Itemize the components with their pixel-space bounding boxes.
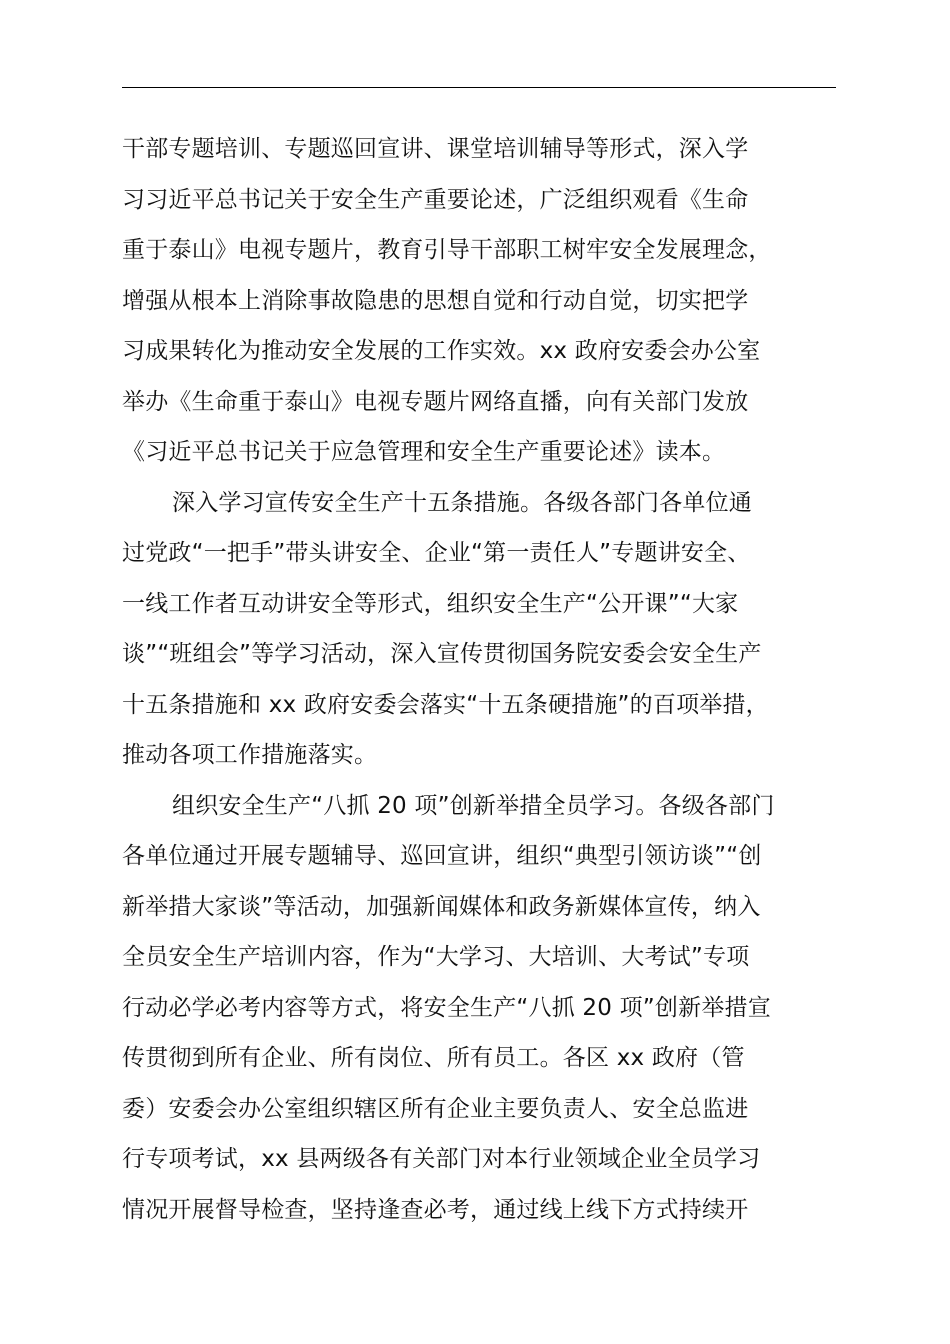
- text-line: 推动各项工作措施落实。: [122, 742, 378, 768]
- text-line: 增强从根本上消除事故隐患的思想自觉和行动自觉，切实把学: [122, 287, 749, 314]
- text-line: 全员安全生产培训内容，作为“大学习、大培训、大考试”专项: [122, 944, 750, 970]
- text-line: 行动必学必考内容等方式，将安全生产“八抓 20 项”创新举措宣: [122, 994, 771, 1021]
- paragraph-start-line: 组织安全生产“八抓 20 项”创新举措全员学习。各级各部门: [172, 792, 775, 819]
- text-line: 举办《生命重于泰山》电视专题片网络直播，向有关部门发放: [122, 388, 749, 415]
- text-line: 委）安委会办公室组织辖区所有企业主要负责人、安全总监进: [122, 1095, 749, 1122]
- text-line: 各单位通过开展专题辅导、巡回宣讲，组织“典型引领访谈”“创: [122, 843, 762, 869]
- text-line: 十五条措施和 xx 政府安委会落实“十五条硬措施”的百项举措，: [122, 691, 769, 718]
- text-line: 习习近平总书记关于安全生产重要论述，广泛组织观看《生命: [122, 186, 749, 213]
- text-line: 干部专题培训、专题巡回宣讲、课堂培训辅导等形式，深入学: [122, 136, 749, 162]
- text-line: 传贯彻到所有企业、所有岗位、所有员工。各区 xx 政府（管: [122, 1045, 745, 1071]
- text-line: 情况开展督导检查，坚持逢查必考，通过线上线下方式持续开: [122, 1196, 749, 1223]
- document-body: [122, 124, 842, 1235]
- text-line: 谈”“班组会”等学习活动，深入宣传贯彻国务院安委会安全生产: [122, 641, 762, 667]
- text-line: 重于泰山》电视专题片，教育引导干部职工树牢安全发展理念，: [122, 237, 772, 263]
- text-line: 新举措大家谈”等活动，加强新闻媒体和政务新媒体宣传，纳入: [122, 893, 761, 920]
- header-rule: [122, 87, 836, 88]
- text-line: 行专项考试，xx 县两级各有关部门对本行业领域企业全员学习: [122, 1146, 761, 1172]
- text-line: 一线工作者互动讲安全等形式，组织安全生产“公开课”“大家: [122, 590, 739, 617]
- text-line: 《习近平总书记关于应急管理和安全生产重要论述》读本。: [122, 439, 726, 465]
- text-line: 过党政“一把手”带头讲安全、企业“第一责任人”专题讲安全、: [122, 540, 751, 566]
- text-line: 习成果转化为推动安全发展的工作实效。xx 政府安委会办公室: [122, 338, 761, 364]
- paragraph-start-line: 深入学习宣传安全生产十五条措施。各级各部门各单位通: [172, 489, 752, 516]
